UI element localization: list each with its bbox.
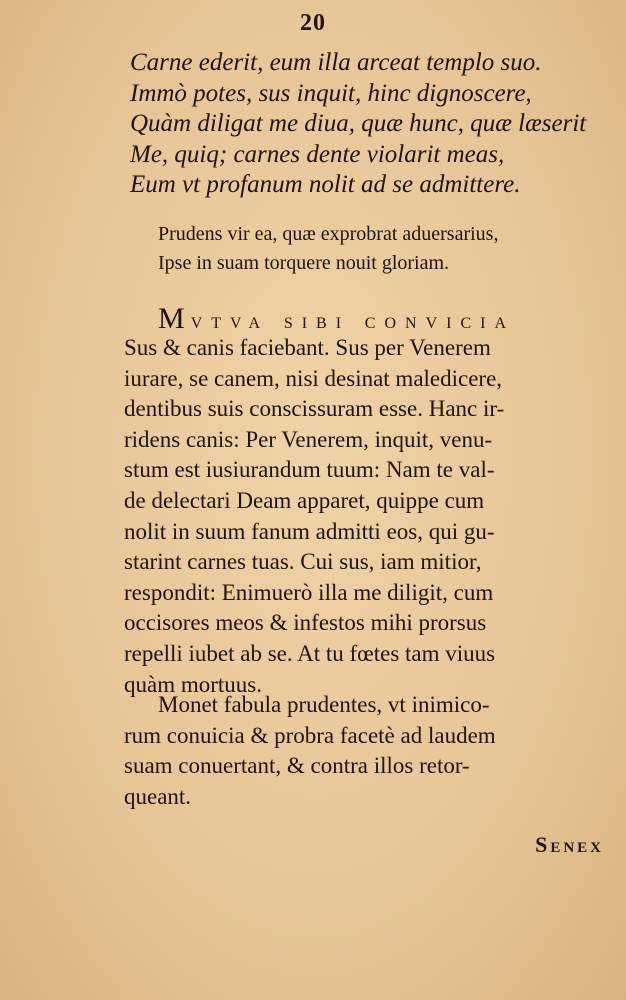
body-line: occisores meos & infestos mihi prorsus	[124, 610, 487, 636]
verse-line: Quàm diligat me diua, quæ hunc, quæ læserit	[130, 110, 587, 137]
body-line: repelli iubet ab se. At tu fœtes tam viuus	[124, 640, 496, 666]
body-line: ridens canis: Per Venerem, inquit, venu-	[124, 426, 493, 452]
fable-moral	[124, 690, 614, 812]
body-line: nolit in suum fanum admitti eos, qui gu-	[124, 518, 495, 544]
body-line: dentibus suis conscissuram esse. Hanc ir-	[124, 396, 505, 422]
verse-block	[130, 48, 610, 201]
verse-line: Eum vt profanum nolit ad se admittere.	[130, 171, 521, 198]
body-line: starint carnes tuas. Cui sus, iam mitior,	[124, 549, 482, 575]
moral-line: Monet fabula prudentes, vt inimico-	[158, 692, 490, 717]
catchword: Senex	[535, 832, 604, 857]
body-line: quàm mortuus.	[124, 671, 262, 697]
body-line: iurare, se canem, nisi desinat maledicere,	[124, 365, 503, 391]
moral-line: queant.	[124, 783, 192, 809]
fable-title	[158, 302, 618, 336]
body-line: stum est iusiurandum tuum: Nam te val-	[124, 457, 495, 483]
fable-title-rest: vtva sibi convicia	[190, 308, 516, 333]
fable-title-initial: M	[158, 302, 191, 335]
epimythium-line: Prudens vir ea, quæ exprobrat aduersarius,	[158, 223, 499, 245]
epimythium-line: Ipse in suam torquere nouit gloriam.	[158, 252, 450, 274]
body-line: respondit: Enimuerò illa me diligit, cum	[124, 579, 494, 605]
moral-line: rum conuicia & probra facetè ad laudem	[124, 722, 496, 748]
body-line: de delectari Deam apparet, quippe cum	[124, 487, 485, 513]
epimythium-block	[158, 220, 618, 278]
verse-line: Carne ederit, eum illa arceat templo suo.	[130, 49, 542, 76]
verse-line: Immò potes, sus inquit, hinc dignoscere,	[130, 79, 532, 107]
page-number: 20	[300, 10, 326, 36]
body-line: Sus & canis faciebant. Sus per Venerem	[124, 335, 491, 360]
verse-line: Me, quiq; carnes dente violarit meas,	[130, 140, 505, 168]
fable-body	[124, 333, 614, 700]
moral-line: suam conuertant, & contra illos retor-	[124, 753, 470, 779]
